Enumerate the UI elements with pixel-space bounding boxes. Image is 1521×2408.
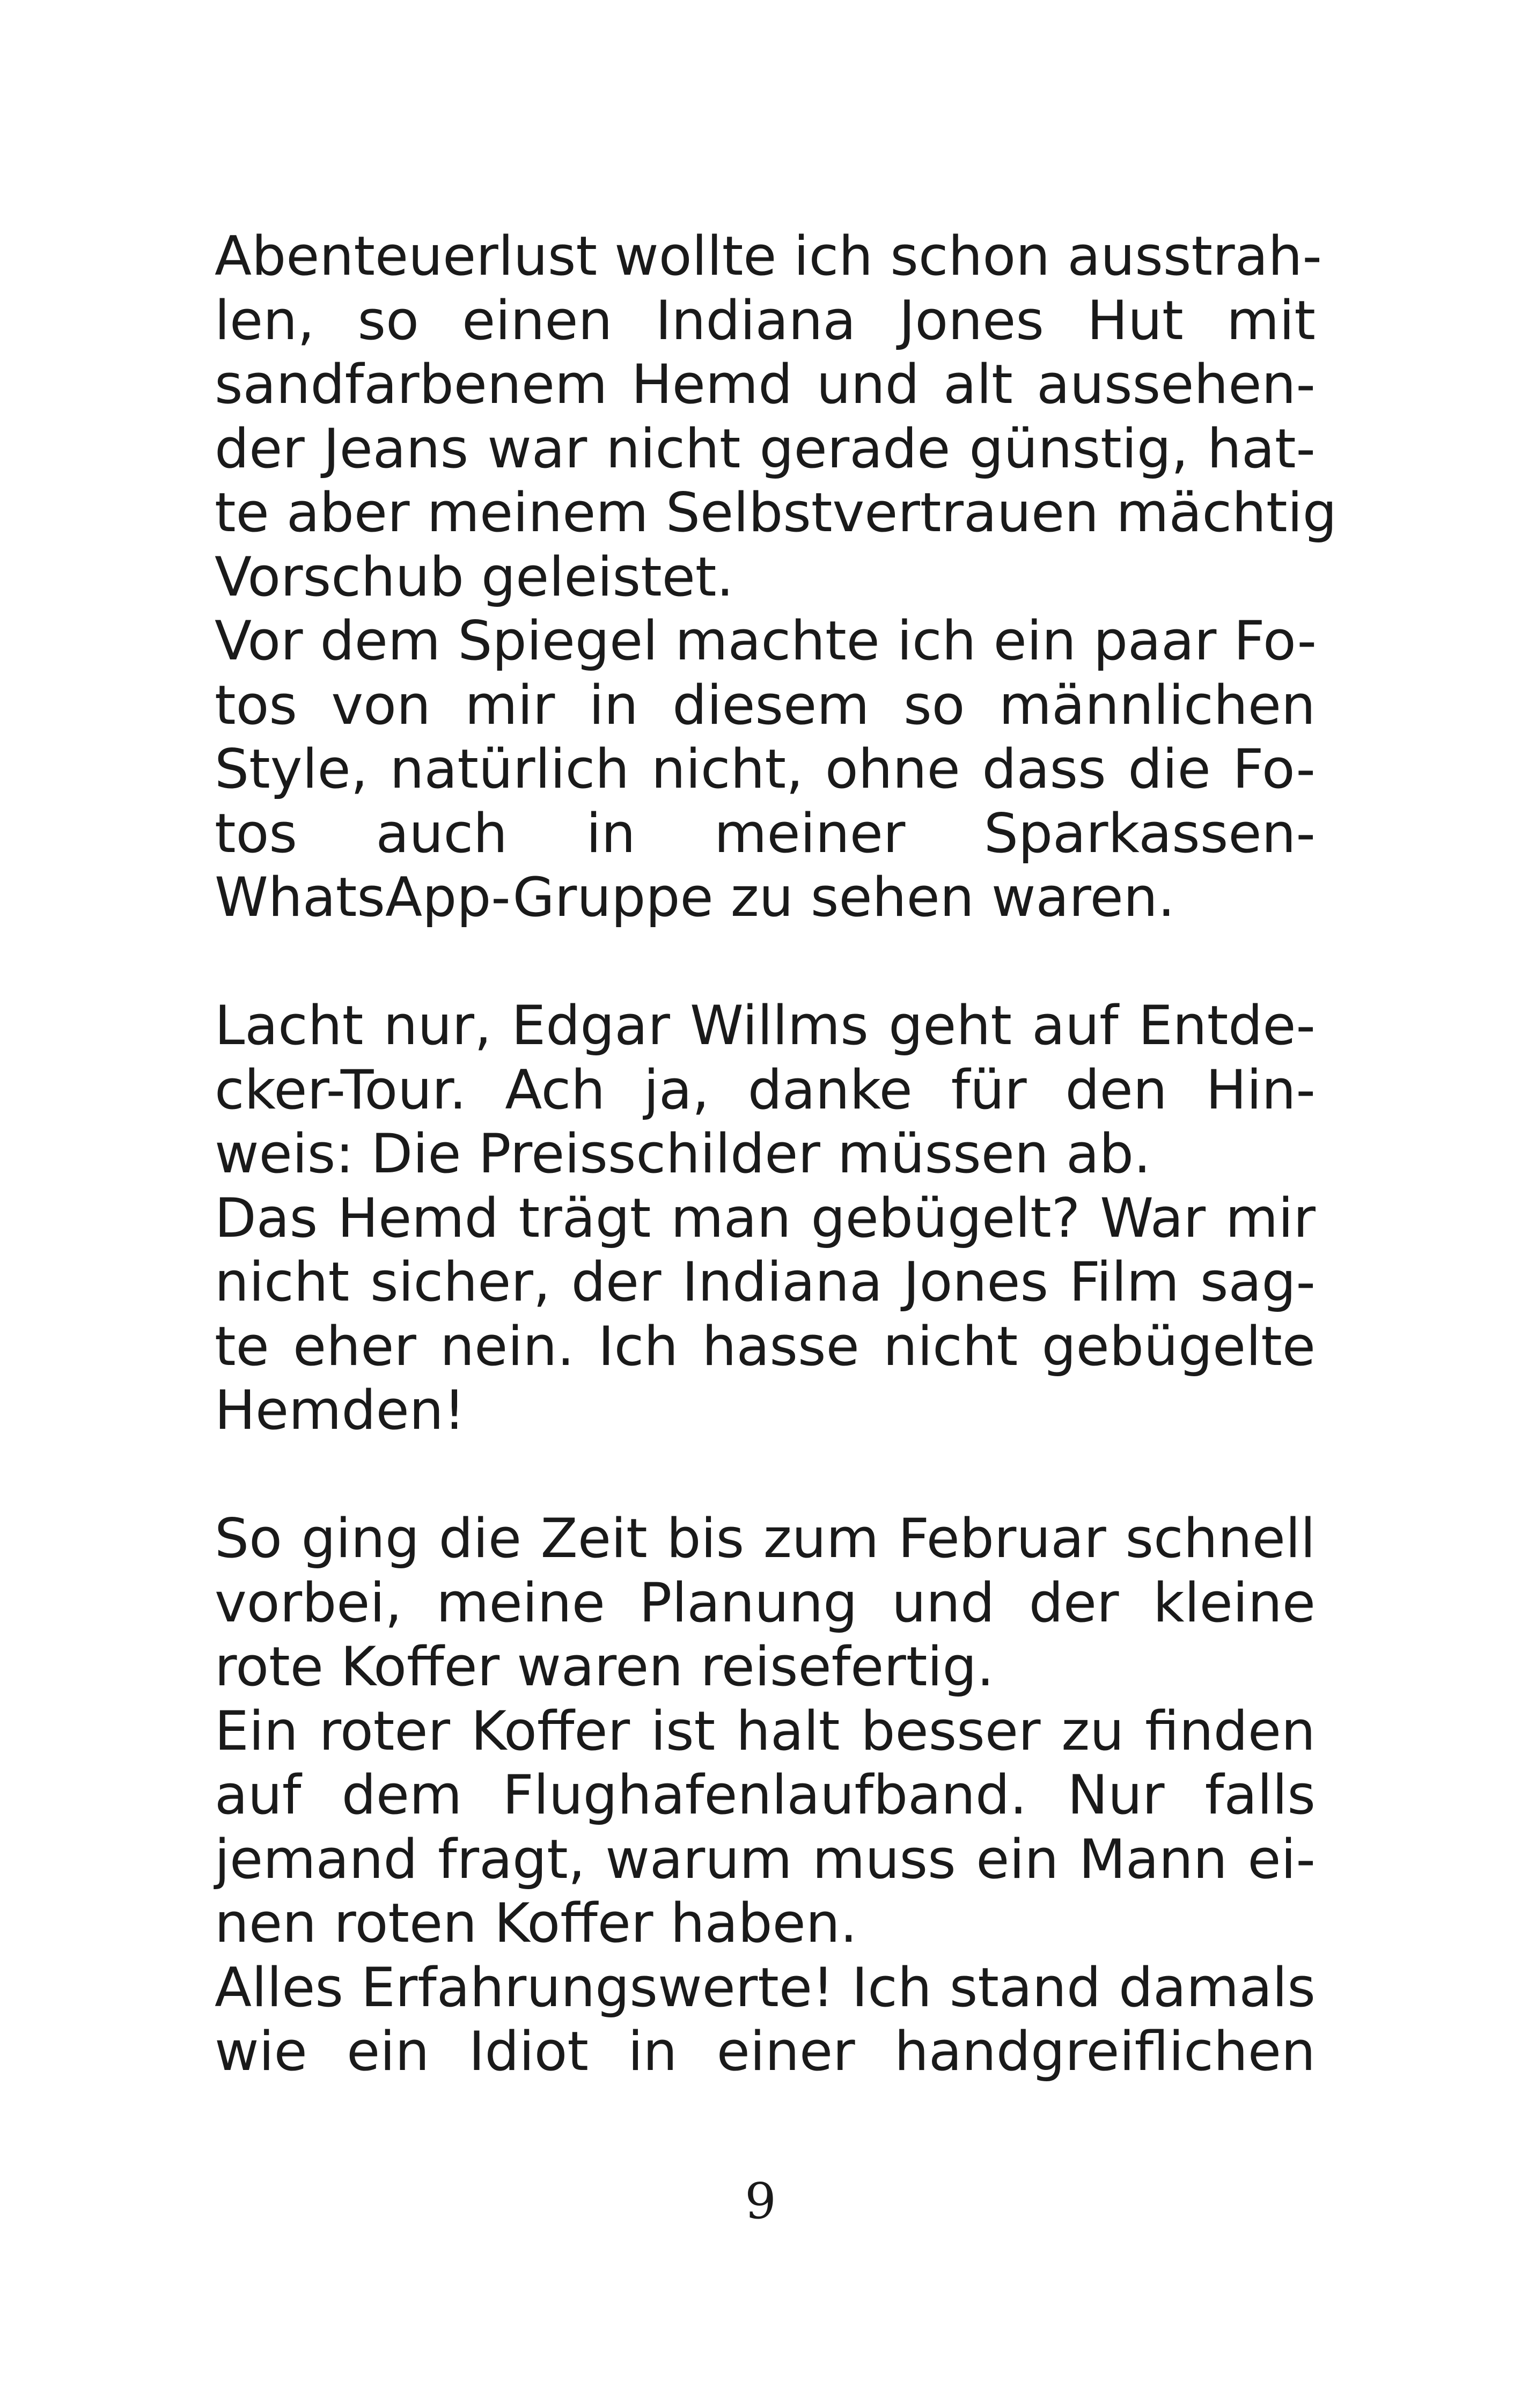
text-line: Vorschub geleistet. <box>215 545 734 608</box>
text-line: So ging die Zeit bis zum Februar schnell <box>215 1507 1316 1570</box>
text-line: der Jeans war nicht gerade günstig, hat- <box>215 416 1316 480</box>
text-line: Style, natürlich nicht, ohne dass die Fo- <box>215 737 1316 801</box>
text-line: Das Hemd trägt man gebügelt? War mir <box>215 1186 1316 1250</box>
text-line: auf dem Flughafenlaufband. Nur falls <box>215 1763 1316 1826</box>
text-line: nicht sicher, der Indiana Jones Film sag- <box>215 1250 1316 1313</box>
text-line: nen roten Koffer haben. <box>215 1891 857 1955</box>
paragraph-gap <box>215 1443 1316 1507</box>
text-line: Lacht nur, Edgar Willms geht auf Entde- <box>215 994 1316 1057</box>
paragraph-gap <box>215 930 1316 994</box>
text-line: jemand fragt, warum muss ein Mann ei- <box>215 1827 1316 1891</box>
text-line: Vor dem Spiegel machte ich ein paar Fo- <box>215 609 1317 672</box>
text-line: te eher nein. Ich hasse nicht gebügelte <box>215 1314 1316 1378</box>
text-line: cker-Tour. Ach ja, danke für den Hin- <box>215 1058 1316 1121</box>
text-line: Hemden! <box>215 1378 466 1442</box>
text-line: rote Koffer waren reisefertig. <box>215 1635 994 1698</box>
text-line: WhatsApp-Gruppe zu sehen waren. <box>215 865 1175 929</box>
text-line: sandfarbenem Hemd und alt aussehen- <box>215 353 1316 416</box>
page-number: 9 <box>745 2172 776 2230</box>
text-line: te aber meinem Selbstvertrauen mächtig <box>215 481 1337 544</box>
text-line: wie ein Idiot in einer handgreiflichen <box>215 2020 1316 2083</box>
text-line: Ein roter Koffer ist halt besser zu finden <box>215 1699 1316 1763</box>
text-line: tos auch in meiner Sparkassen- <box>215 801 1316 865</box>
text-line: tos von mir in diesem so männlichen <box>215 673 1316 737</box>
text-line: weis: Die Preisschilder müssen ab. <box>215 1122 1151 1185</box>
text-line: Alles Erfahrungswerte! Ich stand damals <box>215 1955 1316 2019</box>
text-line: vorbei, meine Planung und der kleine <box>215 1570 1316 1634</box>
text-line: len, so einen Indiana Jones Hut mit <box>215 288 1316 352</box>
text-line: Abenteuerlust wollte ich schon ausstrah- <box>215 224 1322 288</box>
body-text <box>215 224 1337 2084</box>
